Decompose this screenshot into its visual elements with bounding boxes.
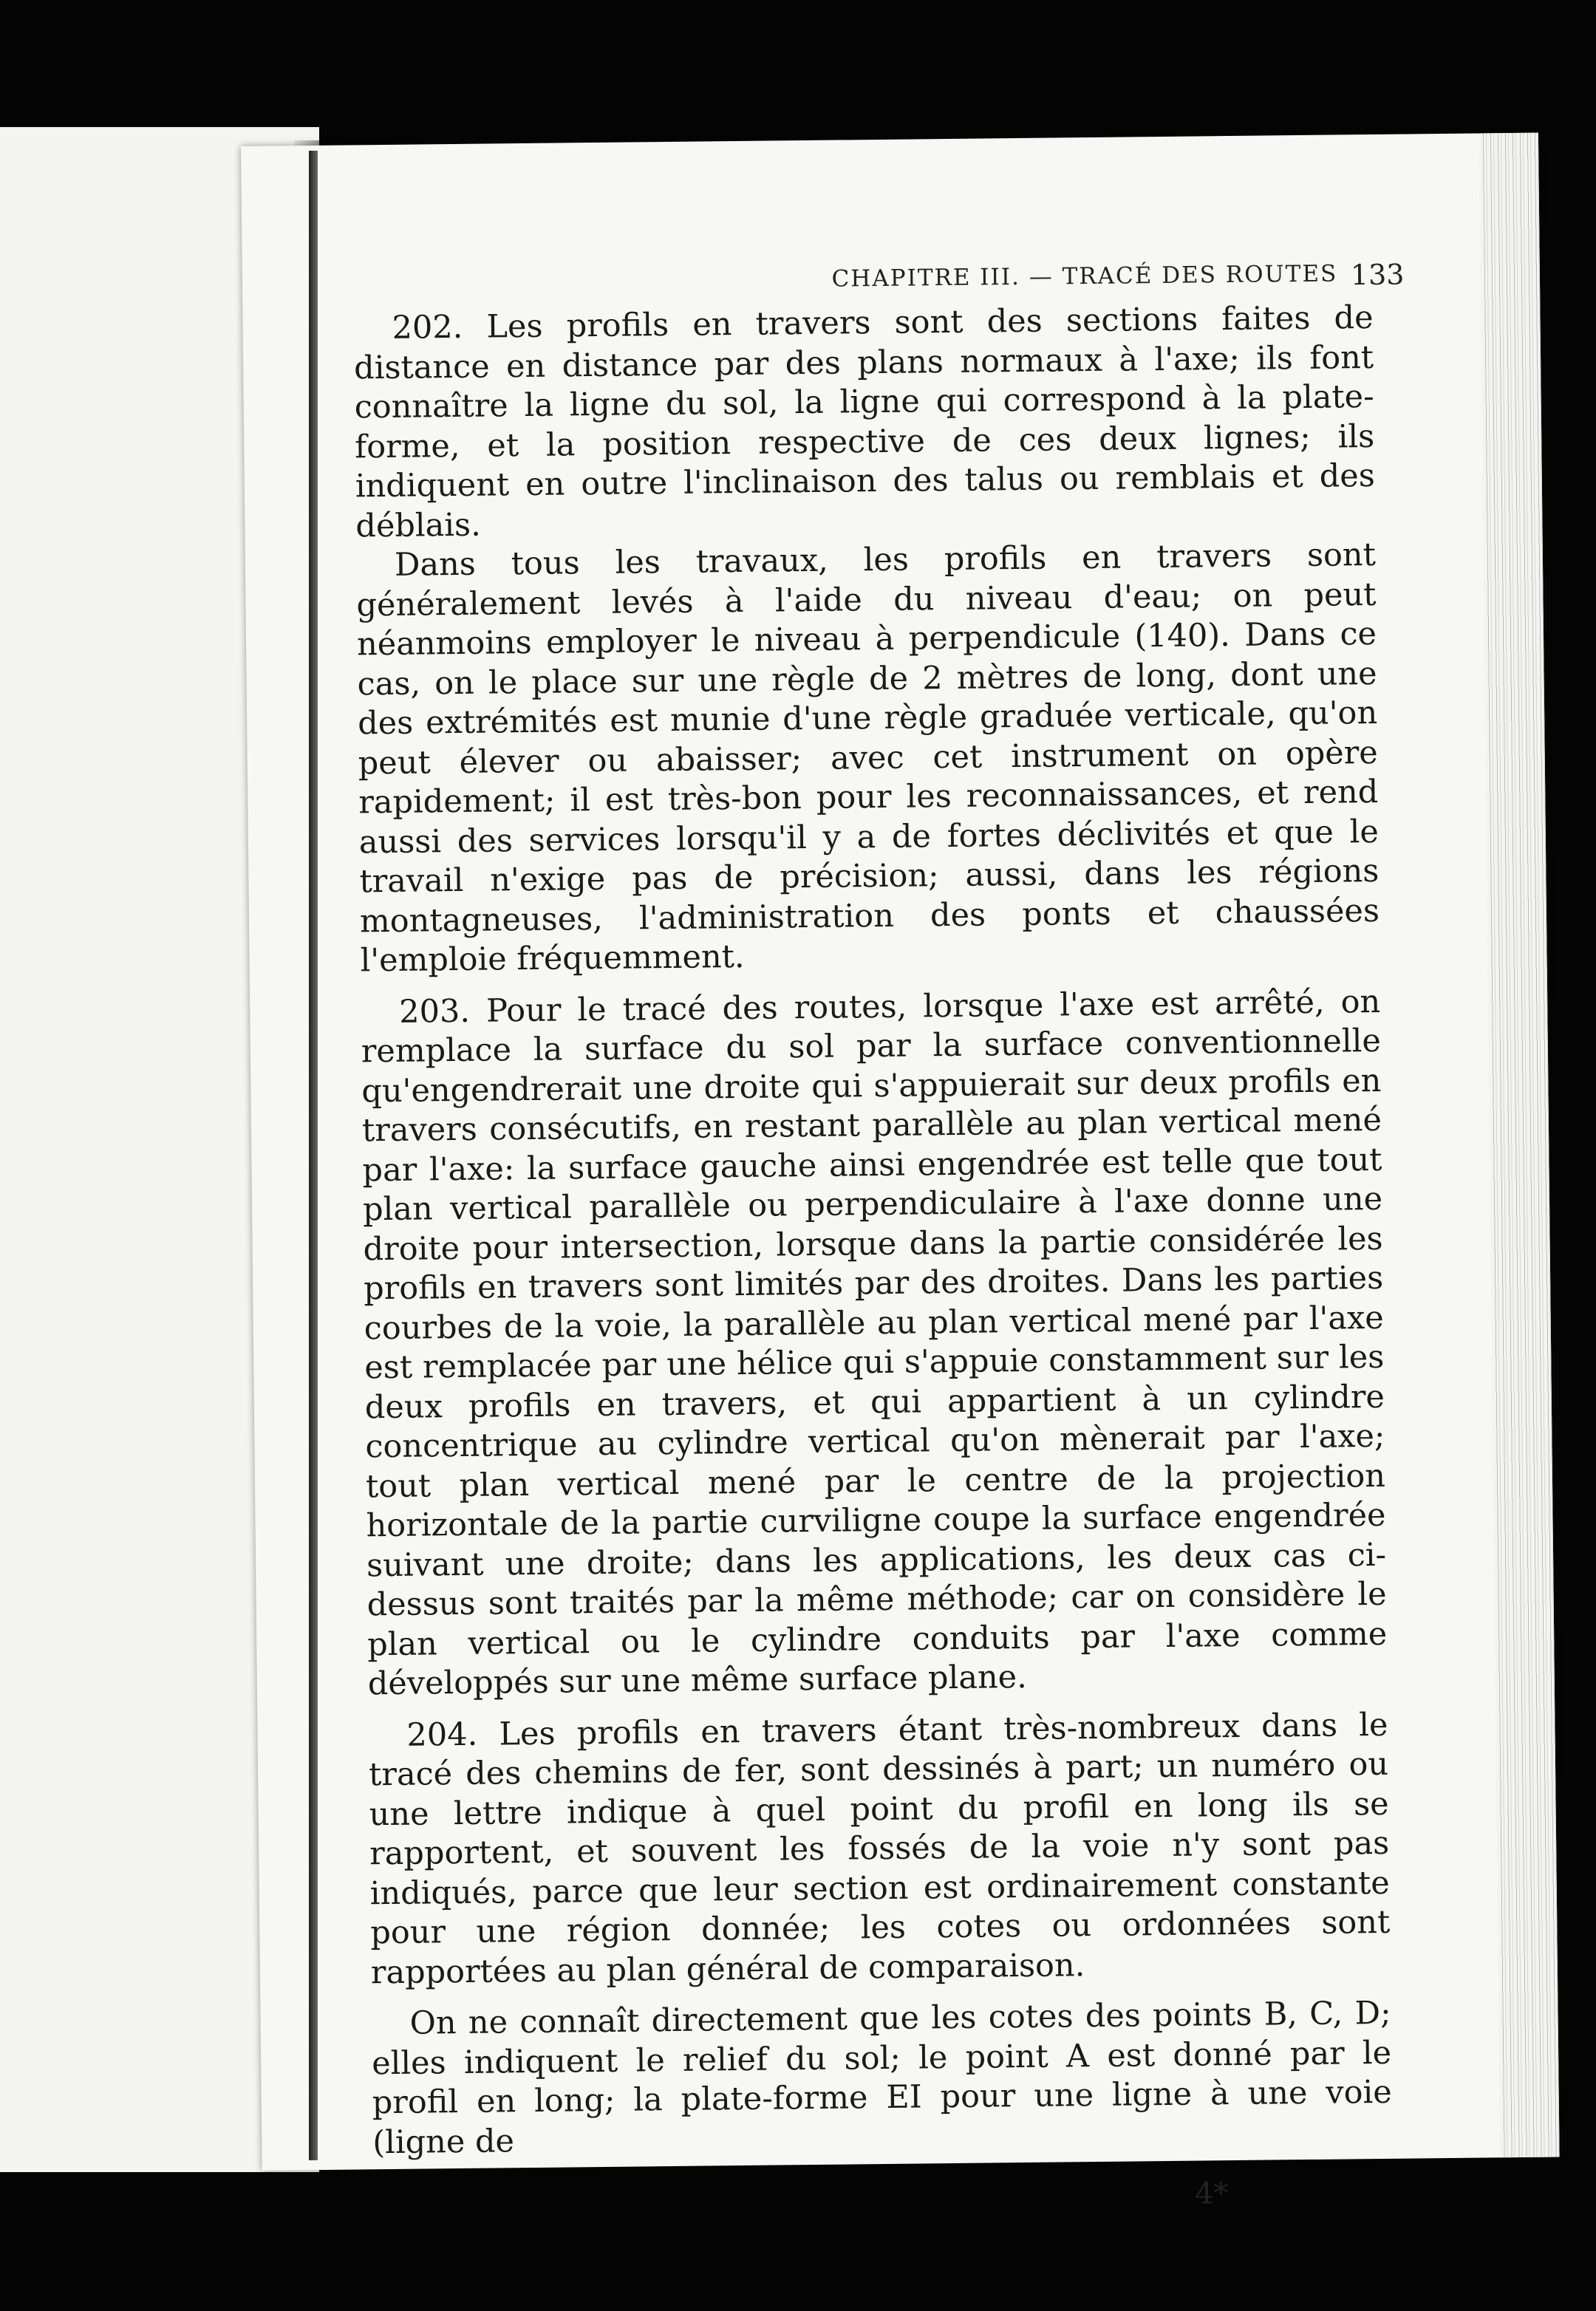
paragraph-203: 203. Pour le tracé des routes, lorsque l'axe est arrêté, on remplace la surface du sol par la surface conventionnelle qu'engendrerait une droite qui s'appuierait sur deux profils en travers consécutifs, en restant parallèle au plan vertical mené par l'axe: la surface gauche ainsi engendrée est telle que tout plan vertical parallèle ou perpendiculaire à l'axe donne une droite pour intersection, lorsque dans la partie considérée les profils en travers sont limités par des droites. Dans les parties courbes de la voie, la parallèle au plan vertical mené par l'axe est remplacée par une hélice qui s'appuie constamment sur les deux profils en travers, et qui appartient à un cylindre concentrique au cylindre vertical qu'on mènerait par l'axe; tout plan vertical mené par le centre de la projection horizontale de la partie curviligne coupe la surface engendrée suivant une droite; dans les applications, les deux cas ci-dessus sont traités par la même méthode; car on considère le plan vertical ou le cylindre conduits par l'axe comme développés sur une même surface plane. [361,983,1388,1703]
paragraph-204-cont: On ne connaît directement que les cotes des points B, C, D; elles indiquent le relief du sol; le point A est donné par le profil en long; la plate-forme EI pour une ligne à une voie (ligne de [371,1994,1392,2161]
paragraph-202-cont: Dans tous les travaux, les profils en travers sont généralement levés à l'aide du niveau d'eau; on peut néanmoins employer le niveau à perpendicule (140). Dans ce cas, on le place sur une règle de 2 mètres de long, dont une des extrémités est munie d'une règle graduée verticale, qu'on peut élever ou abaisser; avec cet instrument on opère rapidement; il est très-bon pour les reconnaissances, et rend aussi des services lorsqu'il y a de fortes déclivités et que le travail n'exige pas de précision; aussi, dans les régions montagneuses, l'administration des ponts et chaussées l'emploie fréquemment. [356,536,1380,980]
book-page [241,133,1560,2211]
signature-mark: 4* [1194,2177,1229,2211]
book-spine [309,151,318,2160]
body-text [353,298,1392,2162]
running-head: CHAPITRE III. — TRACÉ DES ROUTES [831,260,1338,293]
page-edges [1479,133,1560,2158]
paragraph-204: 204. Les profils en travers étant très-nombreux dans le tracé des chemins de fer, sont dessinés à part; un numéro ou une lettre indique à quel point du profil en long ils se rapportent, et souvent les fossés de la voie n'y sont pas indiqués, parce que leur section est ordinairement constante pour une région donnée; les cotes ou ordonnées sont rapportées au plan général de comparaison. [368,1706,1391,1991]
paragraph-202: 202. Les profils en travers sont des sections faites de distance en distance par des plans normaux à l'axe; ils font connaître la ligne du sol, la ligne qui correspond à la plate-forme, et la position respective de ces deux lignes; ils indiquent en outre l'inclinaison des talus ou remblais et des déblais. [353,298,1376,545]
page-number: 133 [1350,258,1405,292]
